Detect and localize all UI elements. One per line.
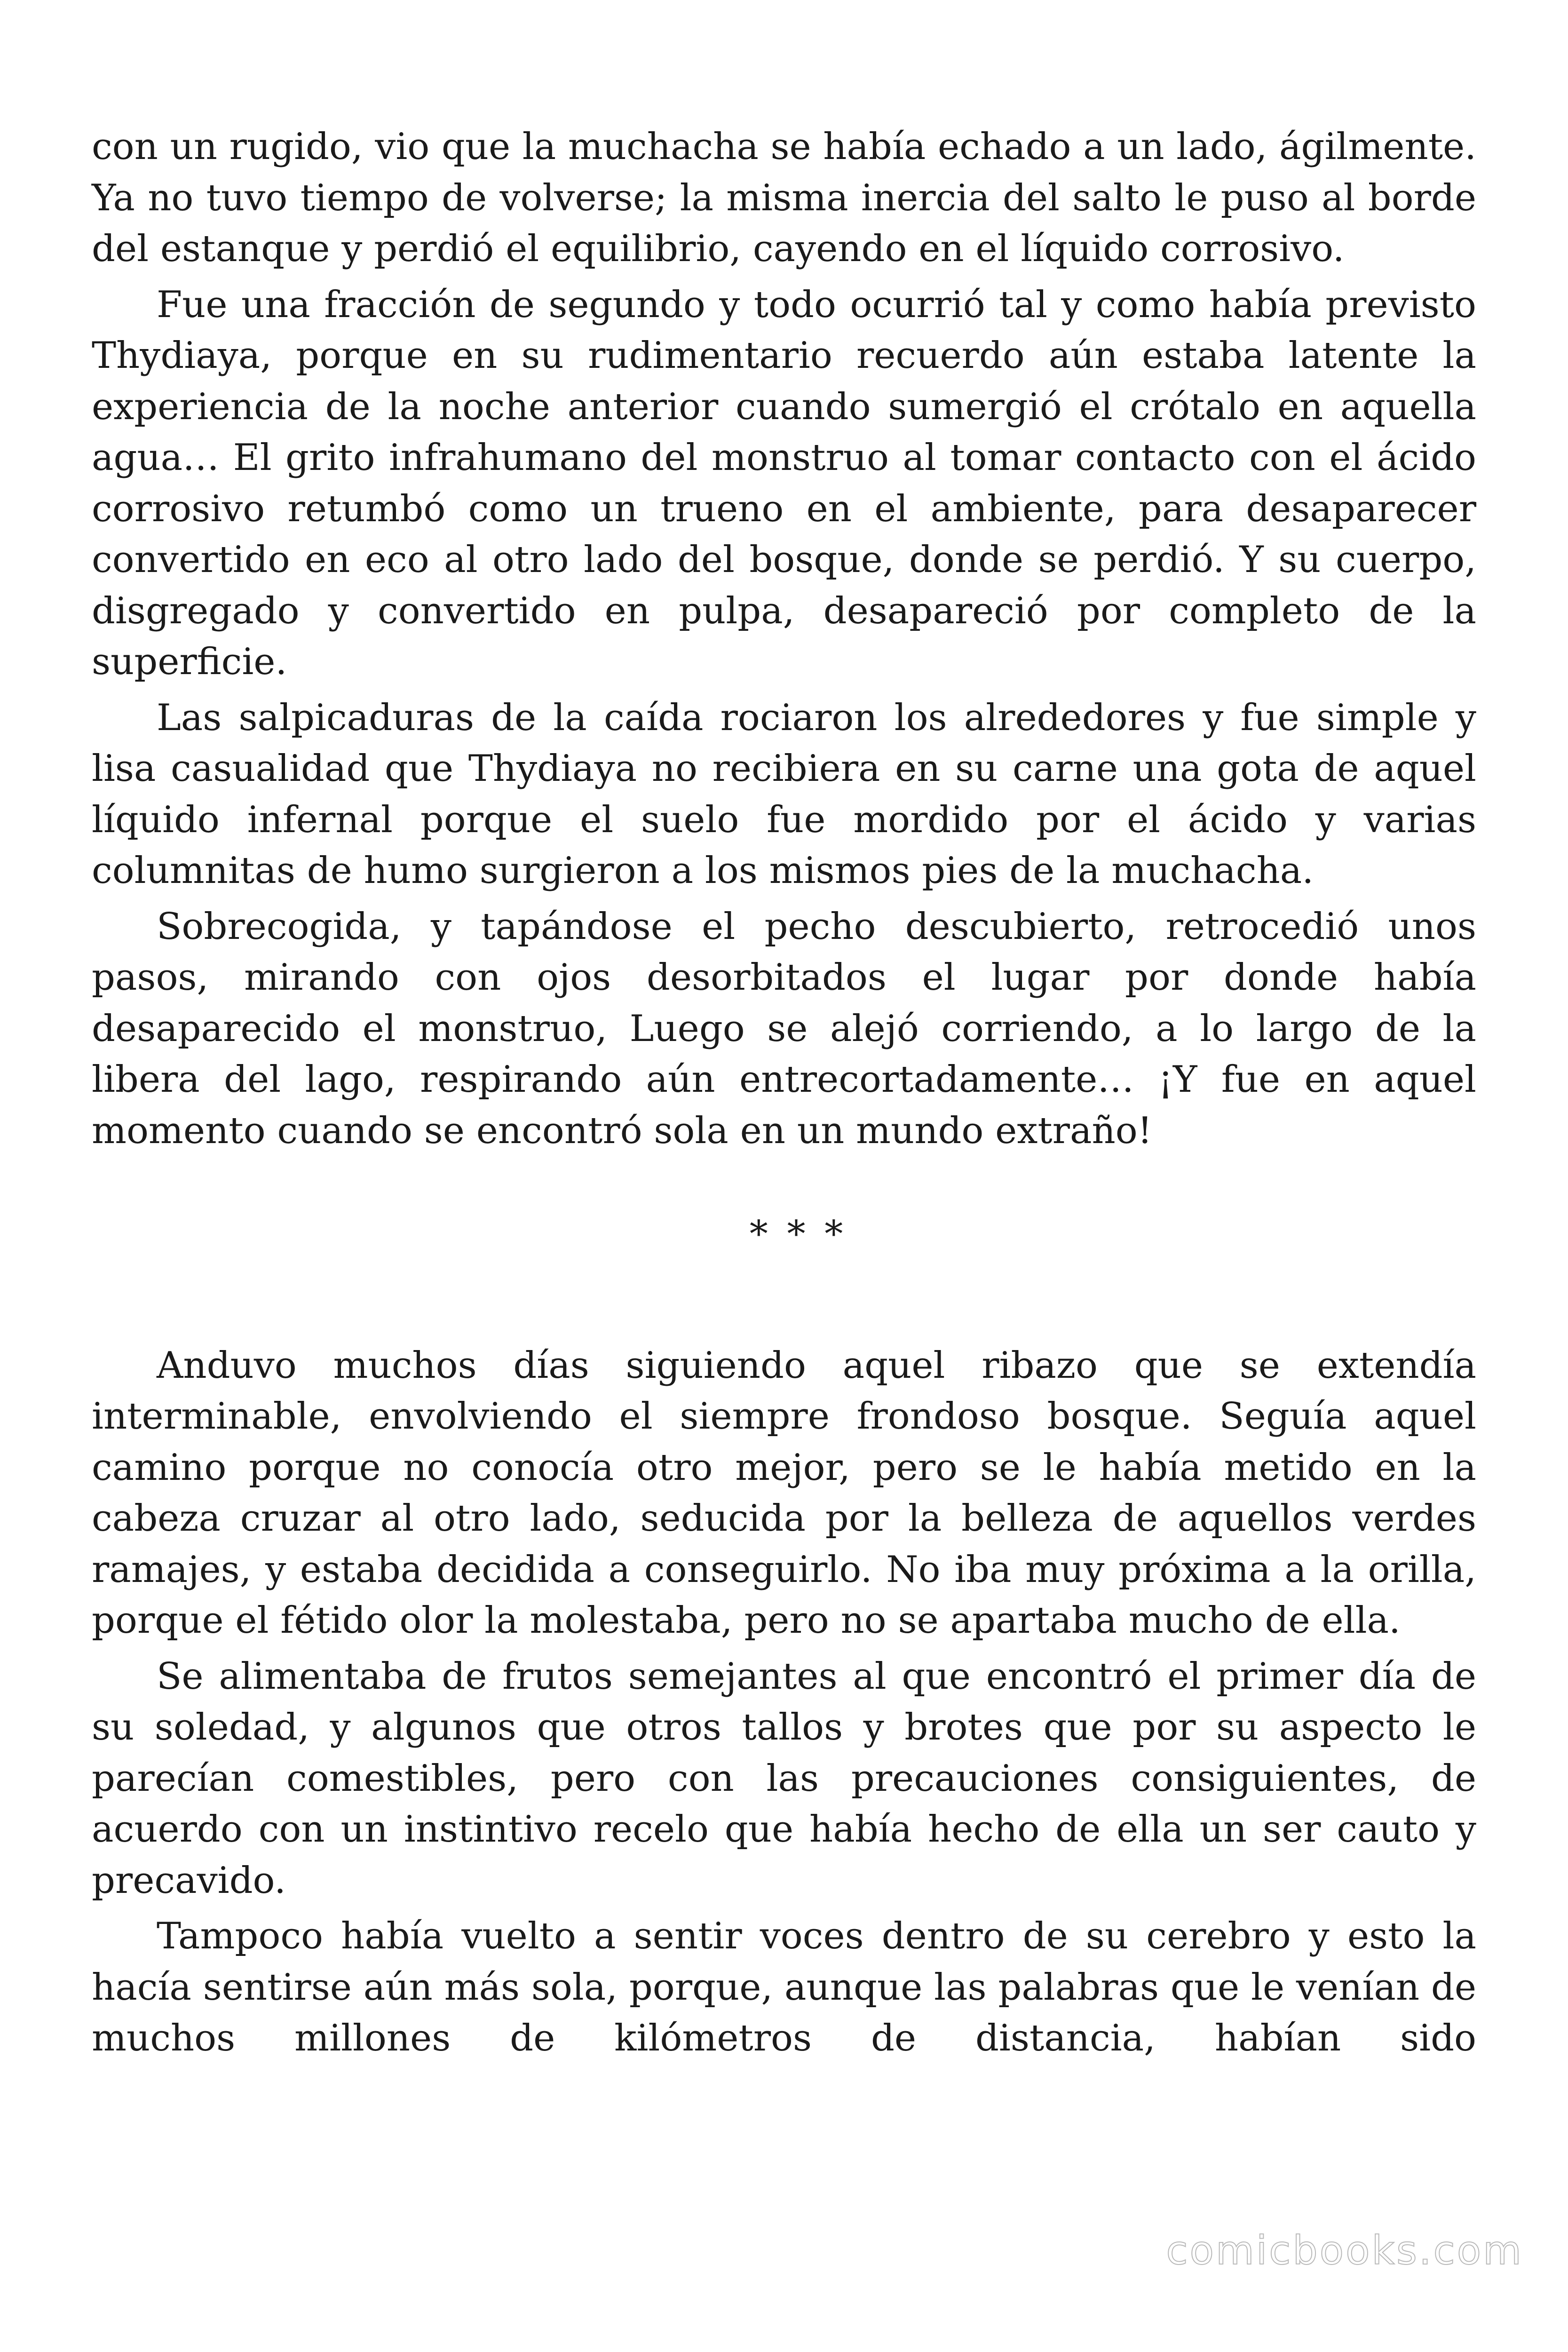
paragraph-continuation: con un rugido, vio que la muchacha se había echado a un lado, ágilmente. Ya no tuvo tiempo de volverse; la misma inercia del salto le puso al borde del estanque y perdió el equilibrio, cayendo en el líquido corrosivo. <box>92 126 1476 270</box>
paragraph: Las salpicaduras de la caída rociaron los alrededores y fue simple y lisa casualidad que Thydiaya no recibiera en su carne una gota de aquel líquido infernal porque el suelo fue mordido por el ácido y varias columnitas de humo surgieron a los mismos pies de la muchacha. <box>92 696 1476 892</box>
paragraph-continues: Tampoco había vuelto a sentir voces dentro de su cerebro y esto la hacía sentirse aún más sola, porque, aunque las palabras que le venían de muchos millones de kilómetros de distancia, habían sido <box>92 1915 1476 2059</box>
paragraph: Se alimentaba de frutos semejantes al que encontró el primer día de su soledad, y algunos que otros tallos y brotes que por su aspecto le parecían comestibles, pero con las precauciones consiguientes, de acuerdo con un instintivo recelo que había hecho de ella un ser cauto y precavido. <box>92 1655 1476 1902</box>
section-break: * * * <box>749 1213 847 1255</box>
paragraph: Sobrecogida, y tapándose el pecho descubierto, retrocedió unos pasos, mirando con ojos desorbitados el lugar por donde había desaparecido el monstruo, Luego se alejó corriendo, a lo largo de la libera del lago, respirando aún entrecortadamente… ¡Y fue en aquel momento cuando se encontró sola en un mundo extraño! <box>92 905 1476 1152</box>
paragraph: Anduvo muchos días siguiendo aquel ribazo que se extendía interminable, envolviendo el siempre frondoso bosque. Seguía aquel camino porque no conocía otro mejor, pero se le había metido en la cabeza cruzar al otro lado, seducida por la belleza de aquellos verdes ramajes, y estaba decidida a conseguirlo. No iba muy próxima a la orilla, porque el fétido olor la molestaba, pero no se apartaba mucho de ella. <box>92 1344 1476 1642</box>
paragraph: Fue una fracción de segundo y todo ocurrió tal y como había previsto Thydiaya, porque en su rudimentario recuerdo aún estaba latente la experiencia de la noche anterior cuando sumergió el crótalo en aquella agua… El grito infrahumano del monstruo al tomar contacto con el ácido corrosivo retumbó como un trueno en el ambiente, para desaparecer convertido en eco al otro lado del bosque, donde se perdió. Y su cuerpo, disgregado y convertido en pulpa, desapareció por completo de la superficie. <box>92 283 1476 683</box>
book-page <box>92 121 1476 2064</box>
site-watermark: comicbooks.com <box>1166 2227 1523 2273</box>
